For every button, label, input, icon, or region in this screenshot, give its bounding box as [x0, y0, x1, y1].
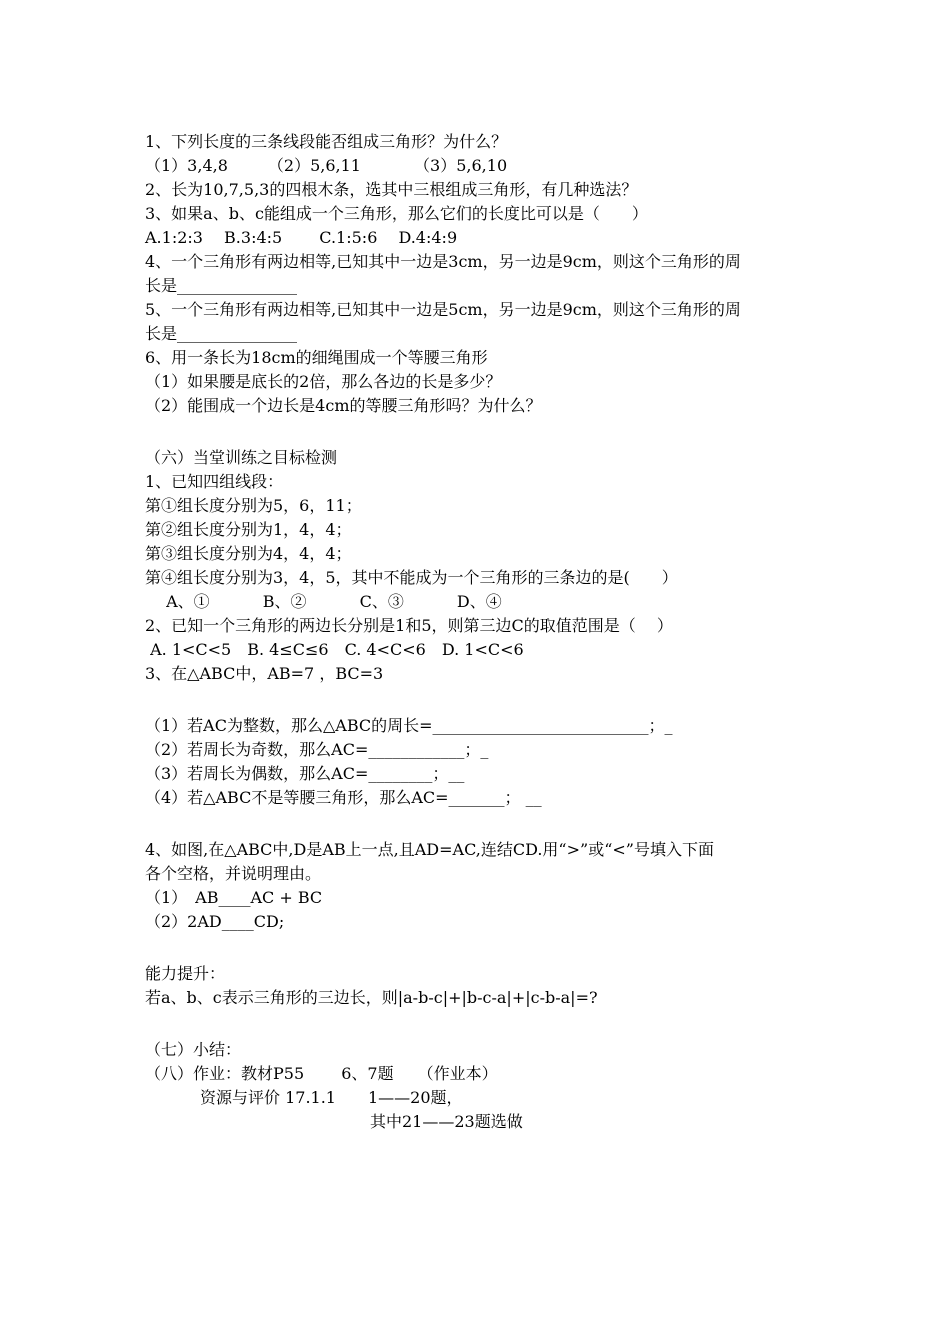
test-q1-group2: 第②组长度分别为1，4，4； [145, 520, 352, 539]
test-q1-stem: 1、已知四组线段： [145, 472, 284, 491]
test-q3-stem: 3、在△ABC中，AB=7 ，BC=3 [145, 664, 384, 683]
q4-blank: 长是_______________ [145, 276, 298, 295]
test-q1-group4: 第④组长度分别为3，4，5，其中不能成为一个三角形的三条边的是( ） [145, 568, 678, 587]
test-q3-part4: （4）若△ABC不是等腰三角形，那么AC=_______； __ [145, 788, 542, 807]
q6-part1: （1）如果腰是底长的2倍，那么各边的长是多少？ [145, 372, 502, 391]
test-q3-part2: （2）若周长为奇数，那么AC=____________；_ [145, 740, 489, 759]
test-q1-options: A、① B、② C、③ D、④ [145, 592, 502, 611]
ability-heading: 能力提升： [145, 964, 226, 983]
test-q3-part3: （3）若周长为偶数，那么AC=________；__ [145, 764, 465, 783]
q4-stem: 4、一个三角形有两边相等,已知其中一边是3cm，另一边是9cm，则这个三角形的周 [145, 252, 741, 271]
summary-heading: （七）小结： [145, 1040, 242, 1059]
homework-heading: （八）作业：教材P55 6、7题 （作业本） [145, 1064, 498, 1083]
test-q1-group3: 第③组长度分别为4，4，4； [145, 544, 352, 563]
q5-blank: 长是_______________ [145, 324, 298, 343]
q6-part2: （2）能围成一个边长是4cm的等腰三角形吗？为什么？ [145, 396, 542, 415]
test-q4-stem-cont: 各个空格，并说明理由。 [145, 864, 322, 883]
test-q4-stem: 4、如图,在△ABC中,D是AB上一点,且AD=AC,连结CD.用“>”或“<”号填入下面 [145, 840, 714, 859]
test-q3-part1: （1）若AC为整数，那么△ABC的周长=___________________________；_ [145, 716, 673, 735]
test-q2-stem: 2、已知一个三角形的两边长分别是1和5，则第三边C的取值范围是（ ） [145, 616, 673, 635]
q1-options: （1）3,4,8 （2）5,6,11 （3）5,6,10 [145, 156, 508, 175]
test-q2-options: A. 1<C<5 B. 4≤C≤6 C. 4<C<6 D. 1<C<6 [145, 640, 524, 659]
q5-stem: 5、一个三角形有两边相等,已知其中一边是5cm，另一边是9cm，则这个三角形的周 [145, 300, 741, 319]
test-q1-group1: 第①组长度分别为5，6，11； [145, 496, 362, 515]
q3-options: A.1:2:3 B.3:4:5 C.1:5:6 D.4:4:9 [145, 228, 458, 247]
q3-stem: 3、如果a、b、c能组成一个三角形，那么它们的长度比可以是（ ） [145, 204, 648, 223]
q6-stem: 6、用一条长为18cm的细绳围成一个等腰三角形 [145, 348, 488, 367]
test-q4-part1: （1） AB____AC + BC [145, 888, 323, 907]
q1-stem: 1、下列长度的三条线段能否组成三角形？为什么？ [145, 132, 508, 151]
ability-question: 若a、b、c表示三角形的三边长，则|a-b-c|+|b-c-a|+|c-b-a|=? [145, 988, 598, 1007]
section-six-heading: （六）当堂训练之目标检测 [145, 448, 338, 467]
q2-stem: 2、长为10,7,5,3的四根木条，选其中三根组成三角形，有几种选法？ [145, 180, 638, 199]
homework-resource: 资源与评价 17.1.1 1——20题， [200, 1088, 463, 1107]
test-q4-part2: （2）2AD____CD; [145, 912, 285, 931]
homework-optional: 其中21——23题选做 [370, 1112, 523, 1131]
